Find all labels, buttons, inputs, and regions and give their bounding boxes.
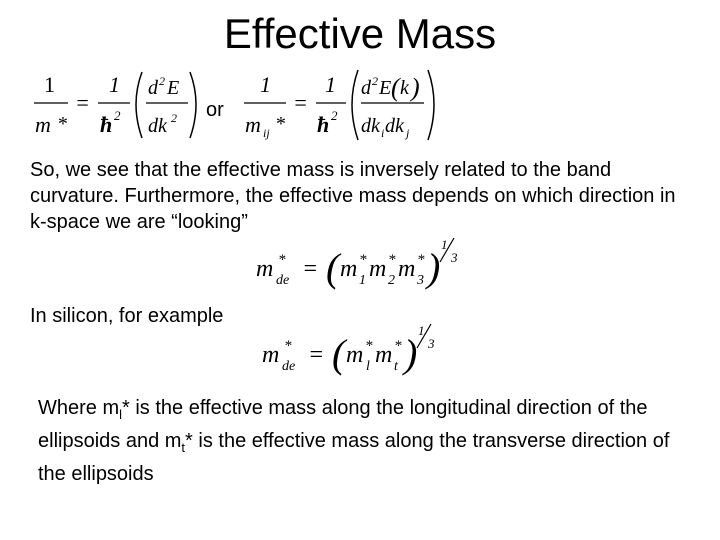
svg-text:k: k [400,77,409,99]
svg-text:t: t [394,359,398,374]
svg-text:2: 2 [388,273,395,288]
equation-effective-mass-1d [30,66,200,144]
svg-text:3: 3 [451,250,458,265]
svg-text:(: ( [332,331,346,376]
svg-text:E: E [167,77,180,99]
svg-text:*: * [388,252,396,268]
svg-text:): ) [427,245,441,290]
svg-text:*: * [284,338,292,354]
svg-text:*: * [365,338,373,354]
svg-text:2: 2 [171,111,177,125]
svg-text:3: 3 [417,273,424,288]
svg-text:1: 1 [325,72,336,97]
text-part: * is the effective mass along the transverse direction of the ellipsoids [38,430,670,485]
paragraph-mass-definitions [38,395,698,487]
svg-text:=: = [75,90,90,115]
subscript-t: t [181,440,186,455]
svg-text:1: 1 [359,273,366,288]
svg-text:*: * [359,252,367,268]
svg-text:): ) [411,73,420,102]
svg-text:2: 2 [331,108,338,123]
svg-text:(: ( [326,245,340,290]
svg-text:2: 2 [372,74,378,88]
svg-text:(: ( [391,73,400,102]
svg-text:dk: dk [361,115,380,137]
svg-text:*: * [275,113,285,135]
svg-text:m: m [398,256,416,282]
svg-text:ħ: ħ [100,112,113,137]
svg-text:*: * [417,252,425,268]
svg-text:m: m [340,256,358,282]
svg-text:j: j [406,126,410,140]
svg-text:m: m [35,112,51,137]
svg-text:=: = [308,342,325,368]
svg-text:=: = [293,90,308,115]
slide-title: Effective Mass [223,10,497,57]
svg-text:*: * [394,338,402,354]
svg-text:2: 2 [114,108,121,123]
or-label: or [206,99,224,121]
svg-text:d: d [148,77,158,99]
svg-text:1: 1 [418,323,425,338]
svg-text:*: * [278,252,286,268]
svg-text:de: de [276,273,290,288]
subscript-l: l [119,407,123,422]
svg-text:ħ: ħ [317,112,330,137]
text-part: Where m [38,397,120,419]
equation-effective-mass-tensor [240,66,455,144]
paragraph-curvature: So, we see that the effective mass is inversely related to the band curvature. Furthermore, the effective mass depends on which direction in k-space we are “looking” [30,159,676,233]
svg-text:l: l [366,359,370,374]
svg-text:d: d [361,77,371,99]
svg-text:m: m [256,256,274,282]
svg-text:dk: dk [385,115,404,137]
svg-text:2: 2 [159,74,165,88]
svg-text:i: i [381,126,385,140]
svg-text:m: m [346,342,364,368]
text-part: * is the effective mass along the longitudinal direction of the ellipsoids and m [38,397,648,452]
svg-text:m: m [375,342,393,368]
svg-text:1: 1 [441,237,448,252]
svg-text:1: 1 [109,72,120,97]
svg-text:ij: ij [263,126,270,140]
paragraph-silicon: In silicon, for example [30,305,224,327]
svg-text:3: 3 [428,336,435,351]
svg-text:1: 1 [260,72,271,97]
svg-text:*: * [57,113,67,135]
svg-text:m: m [262,342,280,368]
svg-text:de: de [282,359,296,374]
svg-text:): ) [404,331,418,376]
equation-silicon-mass [258,322,448,378]
svg-text:1: 1 [44,72,55,97]
svg-text:m: m [369,256,387,282]
svg-text:dk: dk [148,115,167,137]
svg-text:=: = [302,256,319,282]
equation-density-of-states-mass [252,236,472,292]
svg-text:m: m [245,112,261,137]
svg-text:E: E [379,77,392,99]
